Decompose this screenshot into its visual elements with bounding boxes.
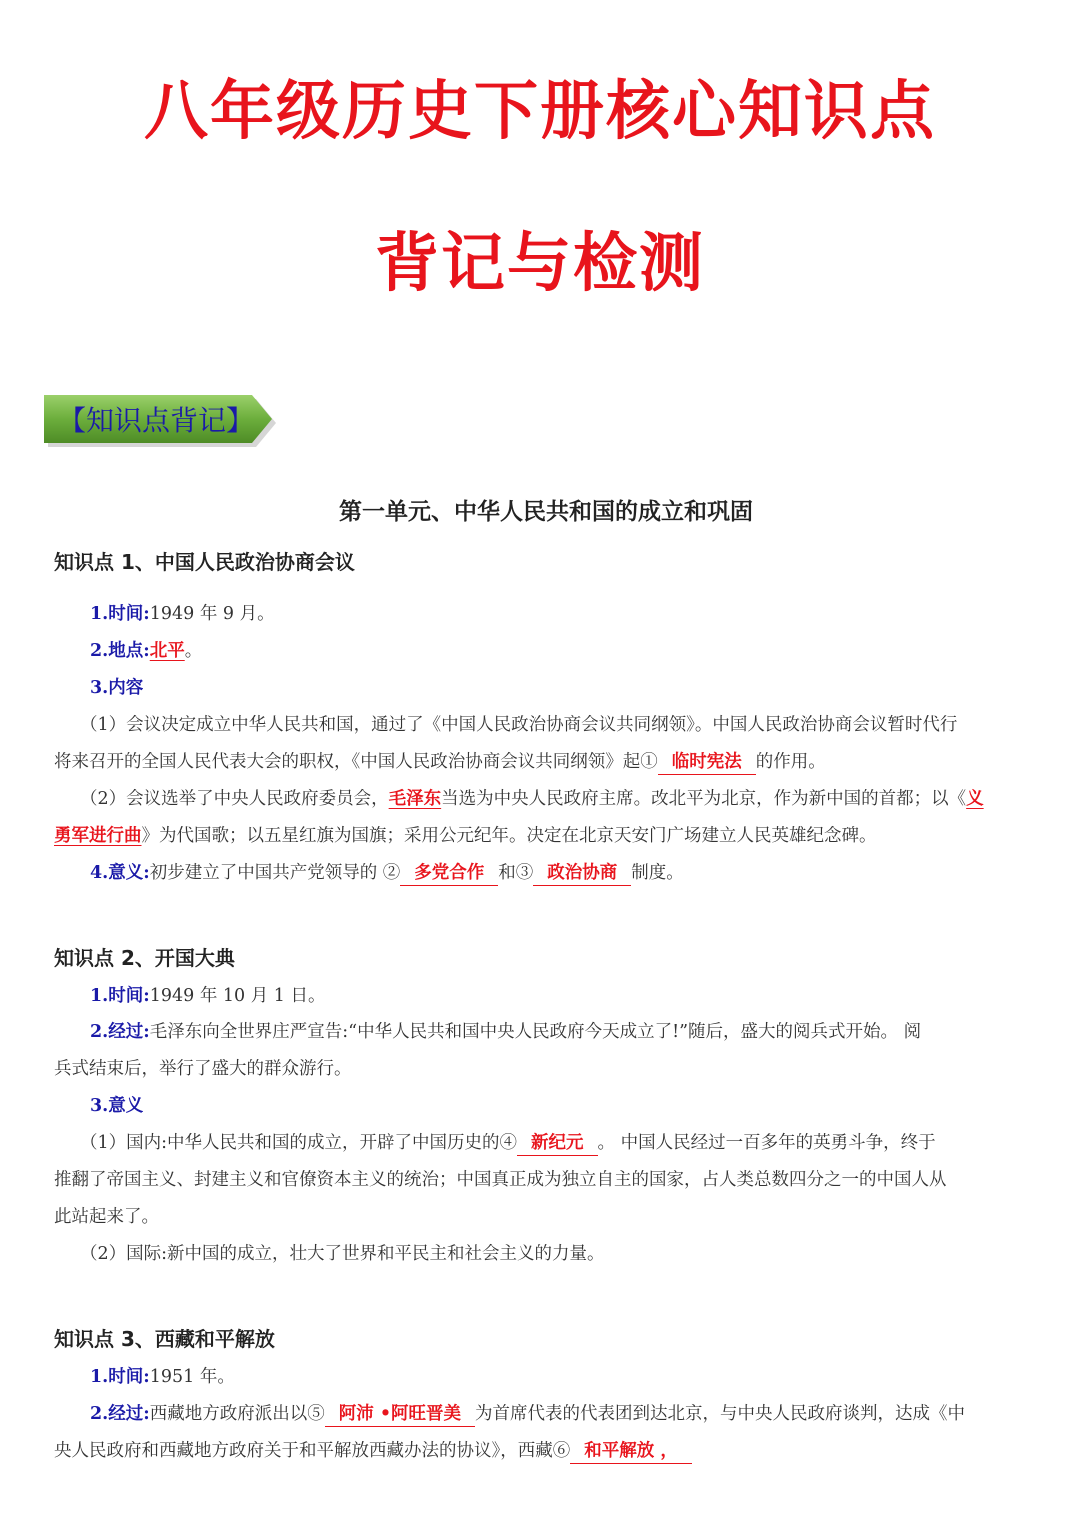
kp1-c2-a: （2）会议选举了中央人民政府委员会， bbox=[80, 789, 389, 809]
kp3-proc-a: 西藏地方政府派出以⑤ bbox=[149, 1404, 325, 1424]
kp2-proc-label: 2.经过: bbox=[90, 1022, 150, 1042]
kp1-c1-line2-a: 将来召开的全国人民代表大会的职权，《中国人民政治协商会议共同纲领》起① bbox=[54, 752, 658, 772]
kp1-c1-line2 bbox=[54, 744, 1034, 781]
kp1-place-label: 2.地点: bbox=[90, 641, 150, 661]
kp1-sig-a: 初步建立了中国共产党领导的 ② bbox=[149, 863, 401, 883]
kp1-place-end: 。 bbox=[184, 641, 203, 661]
kp1-c1-line1: （1）会议决定成立中华人民共和国，通过了《中国人民政治协商会议共同纲领》。中国人民政治协商会议暂时代行 bbox=[80, 715, 958, 735]
kp2-blank-4: 新纪元 bbox=[517, 1131, 598, 1156]
kp3-heading: 知识点 3、西藏和平解放 bbox=[54, 1327, 275, 1351]
kp3-time-label: 1.时间: bbox=[90, 1367, 150, 1387]
kp2-s1-line2: 推翻了帝国主义、封建主义和官僚资本主义的统治；中国真正成为独立自主的国家，占人类总数四分之一的中国人从 bbox=[54, 1170, 947, 1190]
kp1-c2-answer-anthem-end: 勇军进行曲 bbox=[54, 826, 142, 846]
kp2-s1-a: （1）国内:中华人民共和国的成立，开辟了中国历史的④ bbox=[80, 1133, 518, 1153]
kp3-time bbox=[90, 1359, 1070, 1396]
kp3-time-value: 1951 年。 bbox=[149, 1367, 235, 1387]
kp3-process-line1 bbox=[90, 1396, 1070, 1433]
kp1-time bbox=[90, 596, 1070, 633]
banner-label: 【知识点背记】 bbox=[58, 404, 255, 437]
kp2-sig-label-line bbox=[90, 1088, 1070, 1125]
kp1-c2-c: 》为代国歌；以五星红旗为国旗；采用公元纪年。决定在北京天安门广场建立人民英雄纪念碑。 bbox=[141, 826, 877, 846]
kp1-sig-c: 制度。 bbox=[631, 863, 684, 883]
kp2-time bbox=[90, 978, 1070, 1015]
kp2-process-line2: 兵式结束后，举行了盛大的群众游行。 bbox=[54, 1059, 352, 1079]
kp1-blank-1: 临时宪法 bbox=[658, 750, 756, 775]
kp2-time-value: 1949 年 10 月 1 日。 bbox=[149, 986, 326, 1006]
kp3-proc-label: 2.经过: bbox=[90, 1404, 150, 1424]
kp1-c2-answer-mao: 毛泽东 bbox=[388, 789, 442, 809]
kp1-place-answer: 北平 bbox=[149, 641, 185, 661]
section-banner bbox=[44, 393, 280, 447]
kp2-process-line1 bbox=[90, 1014, 1070, 1051]
kp2-s1-line3: 此站起来了。 bbox=[54, 1207, 159, 1227]
kp2-s1-b: 。 中国人民经过一百多年的英勇斗争，终于 bbox=[597, 1133, 936, 1153]
kp1-heading: 知识点 1、中国人民政治协商会议 bbox=[54, 550, 355, 574]
kp1-place bbox=[90, 633, 1070, 670]
kp1-blank-3: 政治协商 bbox=[533, 861, 631, 886]
kp2-s1-line1 bbox=[80, 1125, 1060, 1162]
kp1-c1-line2-b: 的作用。 bbox=[755, 752, 826, 772]
kp2-sig-label: 3.意义 bbox=[90, 1096, 144, 1116]
kp1-sig-label: 4.意义: bbox=[90, 863, 150, 883]
kp3-blank-5: 阿沛 •阿旺晋美 bbox=[325, 1402, 475, 1427]
kp2-s2: （2）国际:新中国的成立，壮大了世界和平民主和社会主义的力量。 bbox=[80, 1244, 605, 1264]
kp1-sig-b: 和③ bbox=[498, 863, 534, 883]
kp3-process-line2 bbox=[54, 1433, 1034, 1470]
kp3-proc-b: 为首席代表的代表团到达北京，与中央人民政府谈判，达成《中 bbox=[475, 1404, 966, 1424]
kp1-c2-b: 当选为中央人民政府主席。改北平为北京，作为新中国的首都；以《 bbox=[441, 789, 967, 809]
kp1-significance bbox=[90, 855, 1070, 892]
kp1-content-label bbox=[90, 670, 1070, 707]
kp1-c2-line2 bbox=[54, 818, 1034, 855]
kp1-time-label: 1.时间: bbox=[90, 604, 150, 624]
kp2-heading: 知识点 2、开国大典 bbox=[54, 946, 235, 970]
kp1-blank-2: 多党合作 bbox=[400, 861, 498, 886]
kp2-proc-line1: 毛泽东向全世界庄严宣告:“中华人民共和国中央人民政府今天成立了!”随后，盛大的阅兵式开始。 阅 bbox=[149, 1022, 922, 1042]
kp2-time-label: 1.时间: bbox=[90, 986, 150, 1006]
document-title-line1: 八年级历史下册核心知识点 bbox=[144, 74, 936, 149]
kp1-time-value: 1949 年 9 月。 bbox=[149, 604, 275, 624]
kp1-c2-line1 bbox=[80, 781, 1060, 818]
unit-title: 第一单元、中华人民共和国的成立和巩固 bbox=[339, 498, 753, 525]
kp1-c2-answer-anthem-start: 义 bbox=[966, 789, 984, 809]
document-title-line2: 背记与检测 bbox=[375, 226, 705, 301]
kp3-proc-line2-a: 央人民政府和西藏地方政府关于和平解放西藏办法的协议》，西藏⑥ bbox=[54, 1441, 571, 1461]
kp1-content-label-text: 3.内容 bbox=[90, 678, 144, 698]
kp3-blank-6: 和平解放 ， bbox=[570, 1439, 692, 1464]
